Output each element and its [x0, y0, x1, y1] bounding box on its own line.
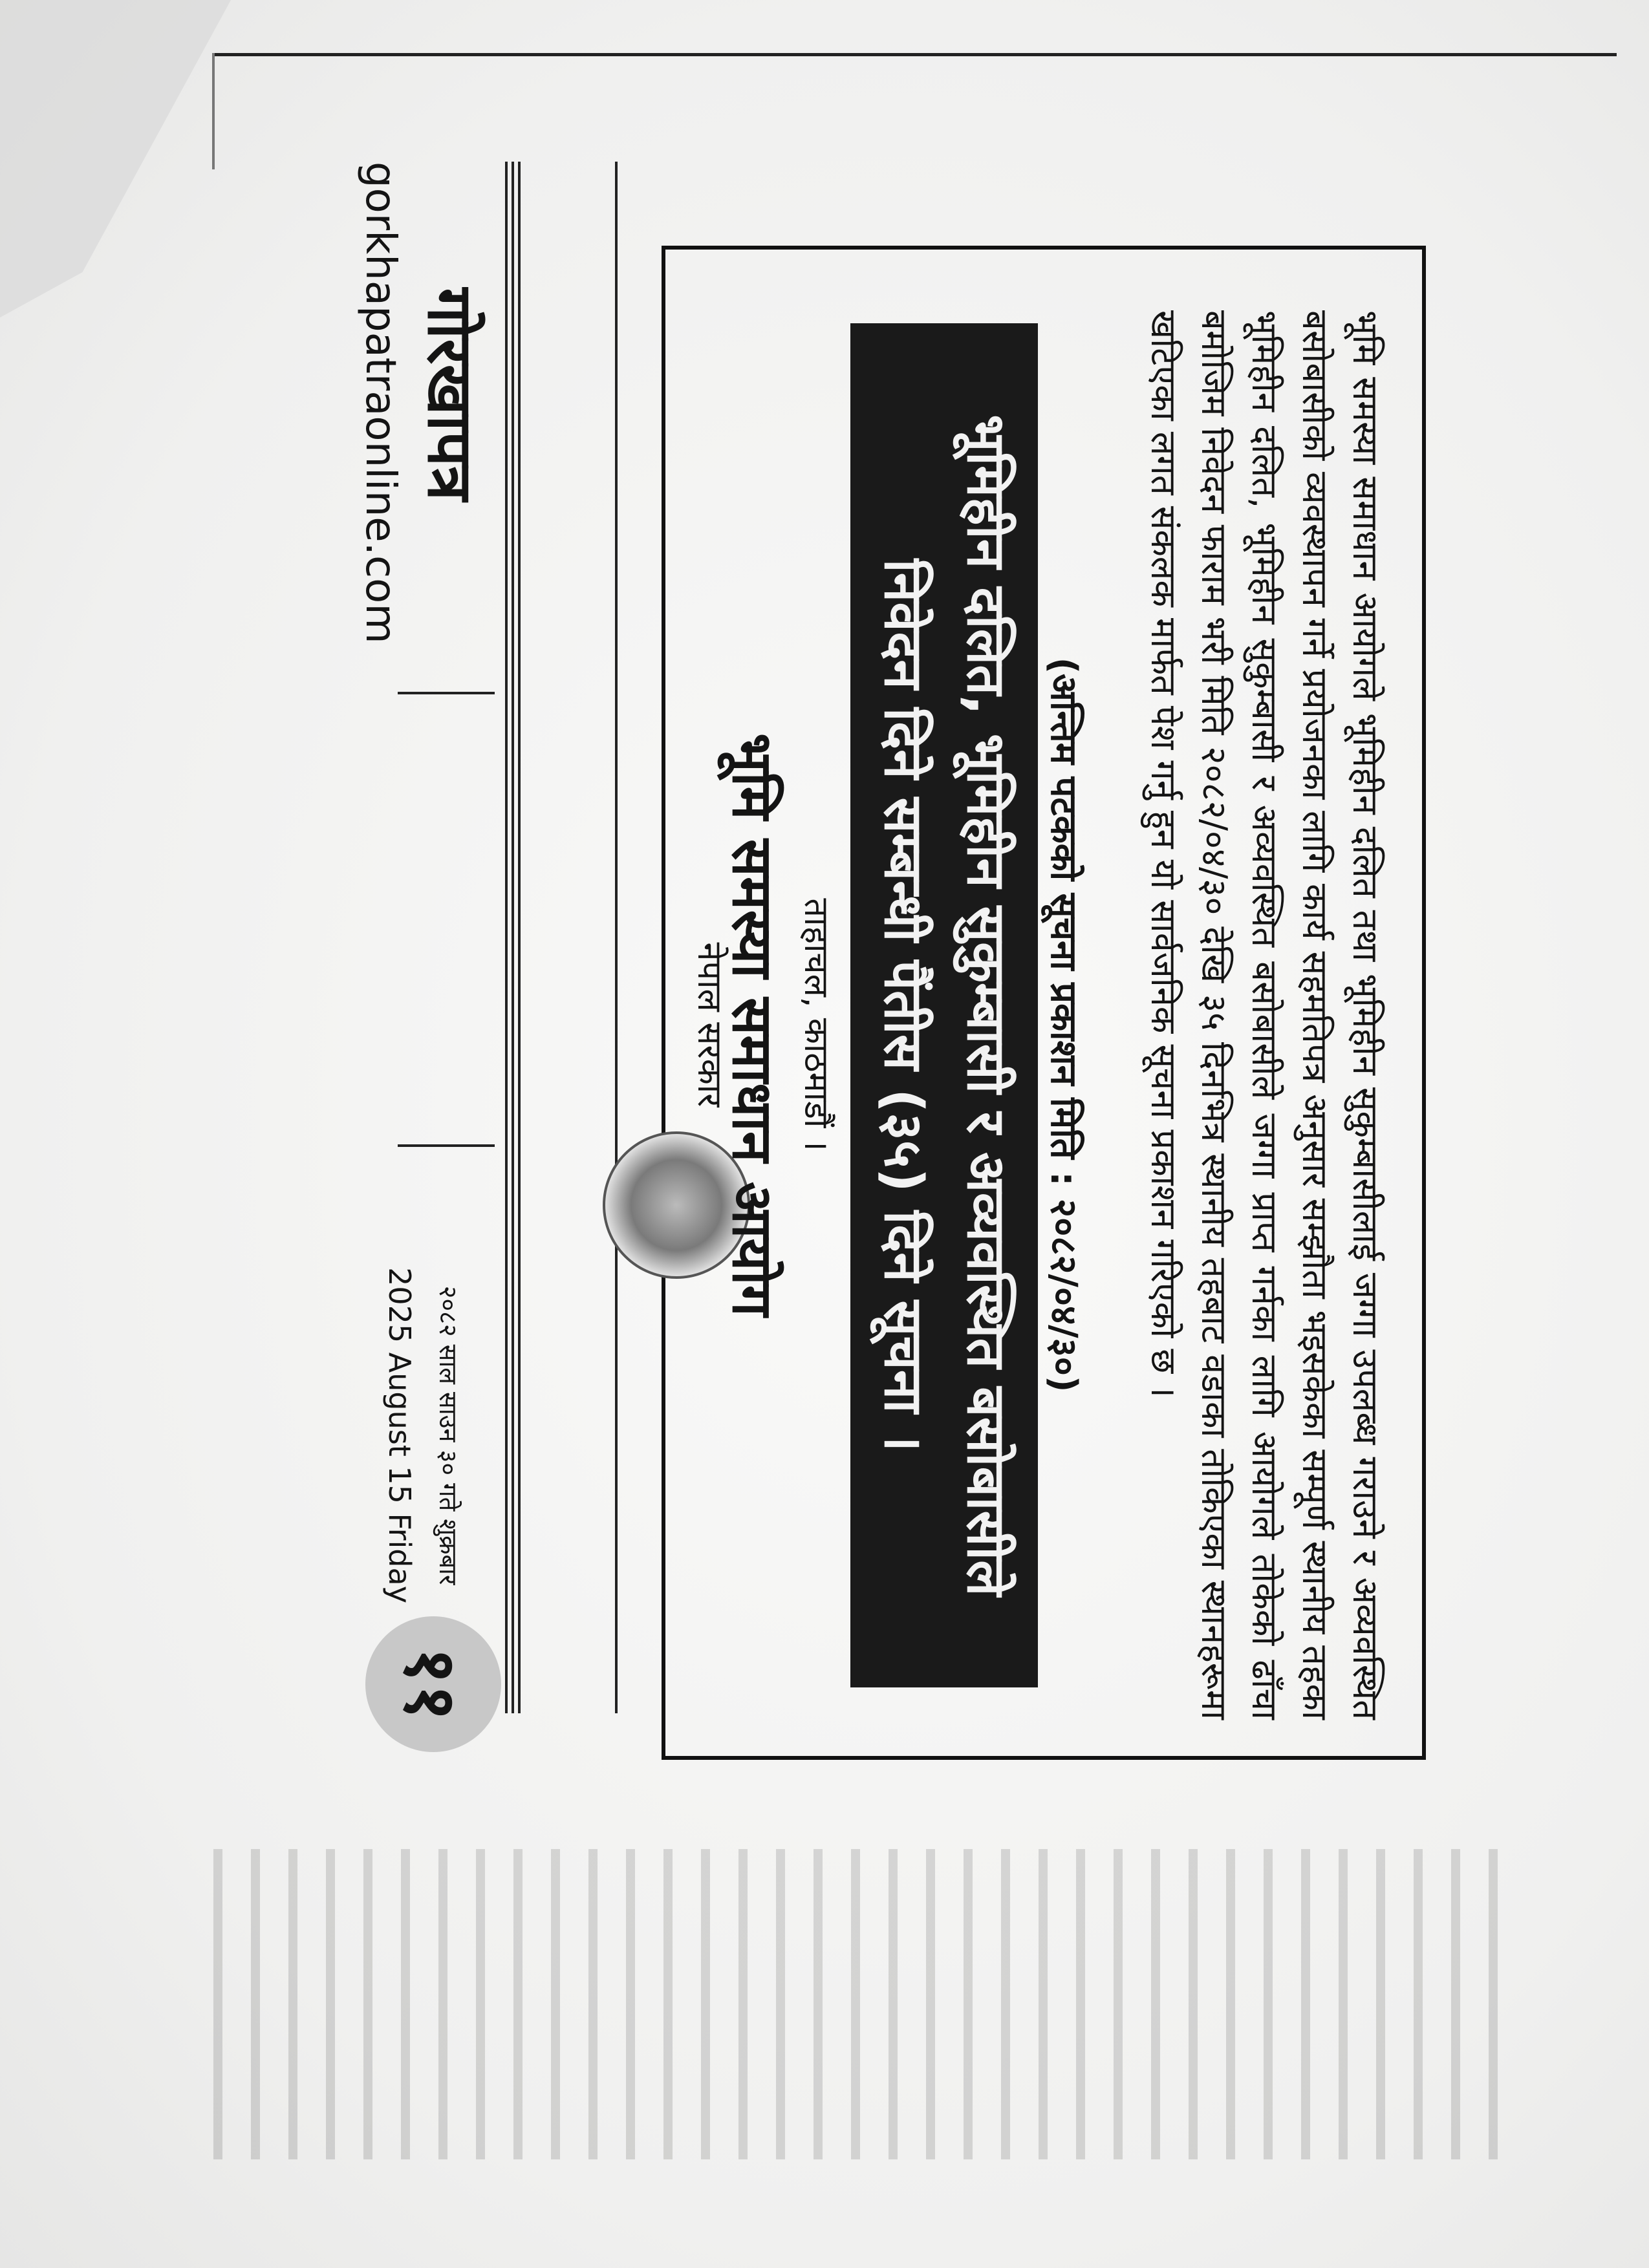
masthead-title: गोरखापत्र [414, 288, 487, 501]
masthead-rule [512, 162, 514, 1713]
column-rule [615, 162, 618, 1713]
newspaper-clipping [262, 162, 1452, 2049]
government-label: नेपाल सरकार [690, 942, 729, 1107]
date-nepali: २०८२ साल साउन ३० गते शुक्रबार [434, 1285, 462, 1585]
masthead-divider [398, 692, 495, 694]
masthead-rule [518, 162, 521, 1713]
masthead-rule [505, 162, 508, 1713]
notice-title-line-2: निवेदन दिने सम्बन्धी पैंतीस (३५) दिने सूचना । [872, 559, 934, 1452]
masthead-url: gorkhapatraonline.com [356, 162, 404, 644]
page-number-badge: ११ [365, 1616, 501, 1752]
notice-body: भूमि समस्या समाधान आयोगले भूमिहीन दलित तथा भूमिहीन सुकुम्बासीलाई जग्गा उपलब्ध गराउने र अव्यवस्थित बसोबासीको व्यवस्थापन गर्ने प्रयोजनका लागि कार्य सहमतिपत्र अनुसार सम्झौता भइसकेका सम्पूर्ण स्थानीय तहका भूमिहीन दलित, भूमिहीन सुकुम्बासी र अव्यवस्थित बसोबासीले जग्गा प्राप्त गर्नका लागि आयोगले तोकेको ढाँचा बमोजिम निवेदन फाराम भरी मिति २०८२/०४/३० देखि ३५ दिनभित्र स्थानीय तहबाट वडाका तोकिएका स्थानहरूमा खटिएका लगत संकलक मार्फत पेश गर्नु हुन यो सार्वजनिक सूचना प्रकाशन गरिएको छ । [1143, 310, 1386, 1720]
notice-title-bar [850, 323, 1038, 1687]
commission-location: ताहाचल, काठमाडौं । [797, 898, 835, 1151]
notice-subtitle: (अन्तिम पटकको सूचना प्रकाशन मिति : २०८२/०४/३०) [1042, 657, 1084, 1393]
date-english: 2025 August 15 Friday [382, 1267, 417, 1603]
notice-title-line-1: भूमिहीन दलित, भूमिहीन सुकुम्बासी र अव्यवस्थित बसोबासीले [955, 414, 1017, 1596]
paper-left-edge [212, 53, 215, 169]
commission-name: भूमि समस्या समाधान आयोग [720, 733, 784, 1317]
paper-top-edge [213, 53, 1617, 56]
masthead-divider [398, 1144, 495, 1147]
